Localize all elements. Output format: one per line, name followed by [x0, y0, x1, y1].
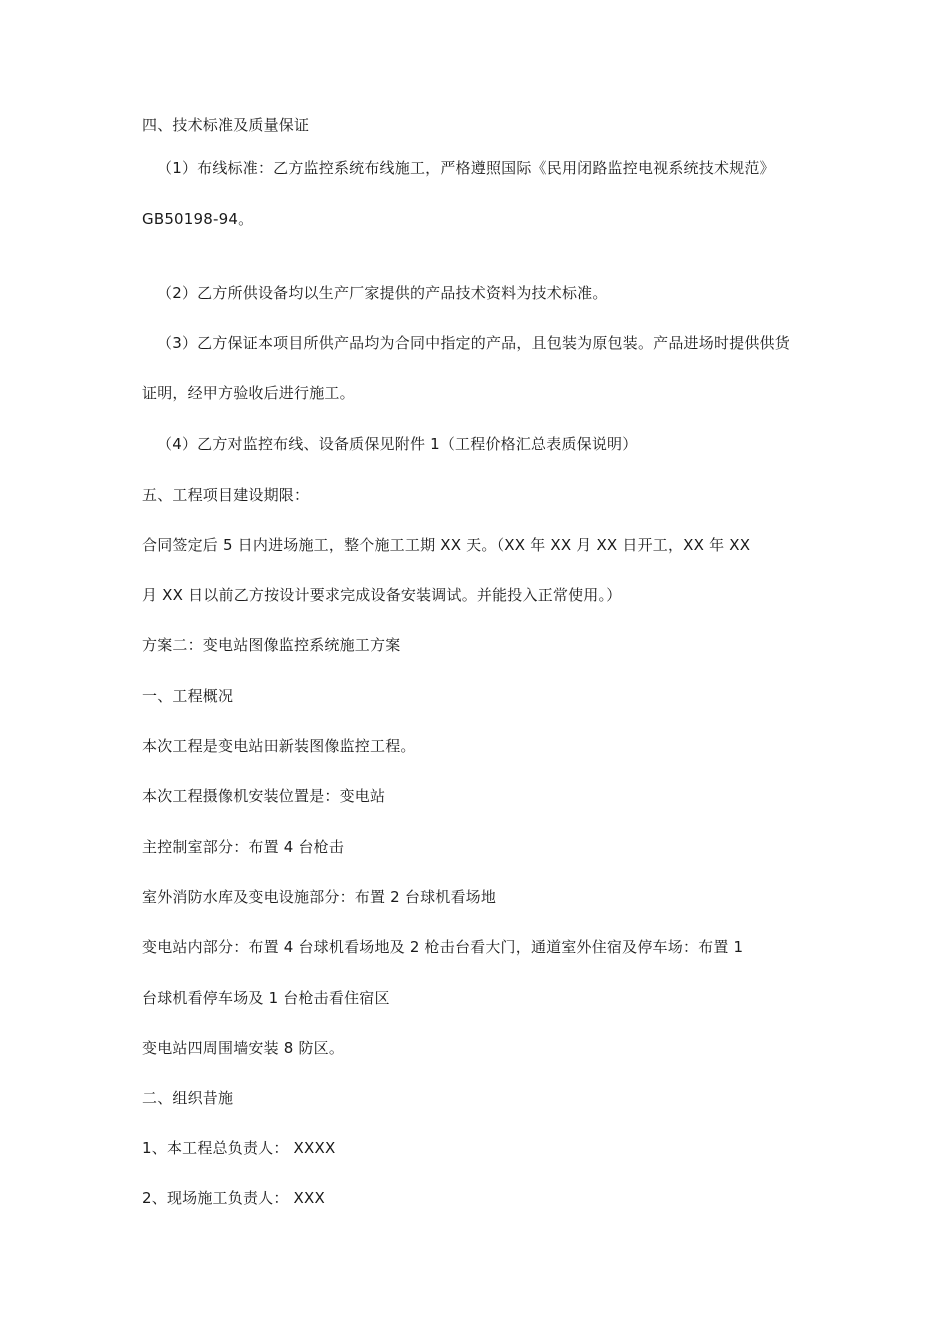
paragraph-site-manager: 2、现场施工负责人： XXX	[142, 1189, 325, 1207]
paragraph-substation-interior: 变电站内部分：布置 4 台球机看场地及 2 枪击台看大门，通道室外住宿及停车场：布置 1	[142, 938, 744, 956]
paragraph-schedule-cont: 月 XX 日以前乙方按设计要求完成设备安装调试。并能投入正常使用。）	[142, 586, 622, 604]
paragraph-project-desc: 本次工程是变电站田新装图像监控工程。	[142, 737, 416, 755]
paragraph-substation-interior-cont: 台球机看停车场及 1 台枪击看住宿区	[142, 989, 390, 1007]
paragraph-schedule: 合同签定后 5 日内进场施工，整个施工工期 XX 天。（XX 年 XX 月 XX 日开工，XX 年 XX	[142, 536, 751, 554]
paragraph-wiring-standard-cont: GB50198-94。	[142, 210, 254, 228]
paragraph-product-guarantee-cont: 证明，经甲方验收后进行施工。	[142, 384, 355, 402]
section-heading-plan-two: 方案二：变电站图像监控系统施工方案	[142, 636, 401, 654]
paragraph-main-control-room: 主控制室部分：布置 4 台枪击	[142, 838, 345, 856]
paragraph-product-guarantee: （3）乙方保证本项目所供产品均为合同中指定的产品，且包装为原包装。产品进场时提供供货	[157, 334, 790, 352]
section-heading-tech-standards: 四、技术标准及质量保证	[142, 116, 310, 134]
section-heading-organization: 二、组织昔施	[142, 1089, 234, 1107]
paragraph-warranty: （4）乙方对监控布线、设备质保见附件 1（工程价格汇总表质保说明）	[157, 435, 638, 453]
paragraph-equipment-standard: （2）乙方所供设备均以生产厂家提供的产品技术资料为技术标准。	[157, 284, 608, 302]
section-heading-overview: 一、工程概况	[142, 687, 234, 705]
paragraph-wiring-standard: （1）布线标准：乙方监控系统布线施工，严格遵照国际《民用闭路监控电视系统技术规范》	[157, 159, 775, 177]
paragraph-camera-location: 本次工程摄像机安装位置是：变电站	[142, 787, 386, 805]
paragraph-perimeter-wall: 变电站四周围墙安装 8 防区。	[142, 1039, 345, 1057]
paragraph-project-manager: 1、本工程总负责人： XXXX	[142, 1139, 336, 1157]
paragraph-outdoor-facilities: 室外消防水库及变电设施部分：布置 2 台球机看场地	[142, 888, 497, 906]
section-heading-schedule: 五、工程项目建设期限：	[142, 486, 310, 504]
